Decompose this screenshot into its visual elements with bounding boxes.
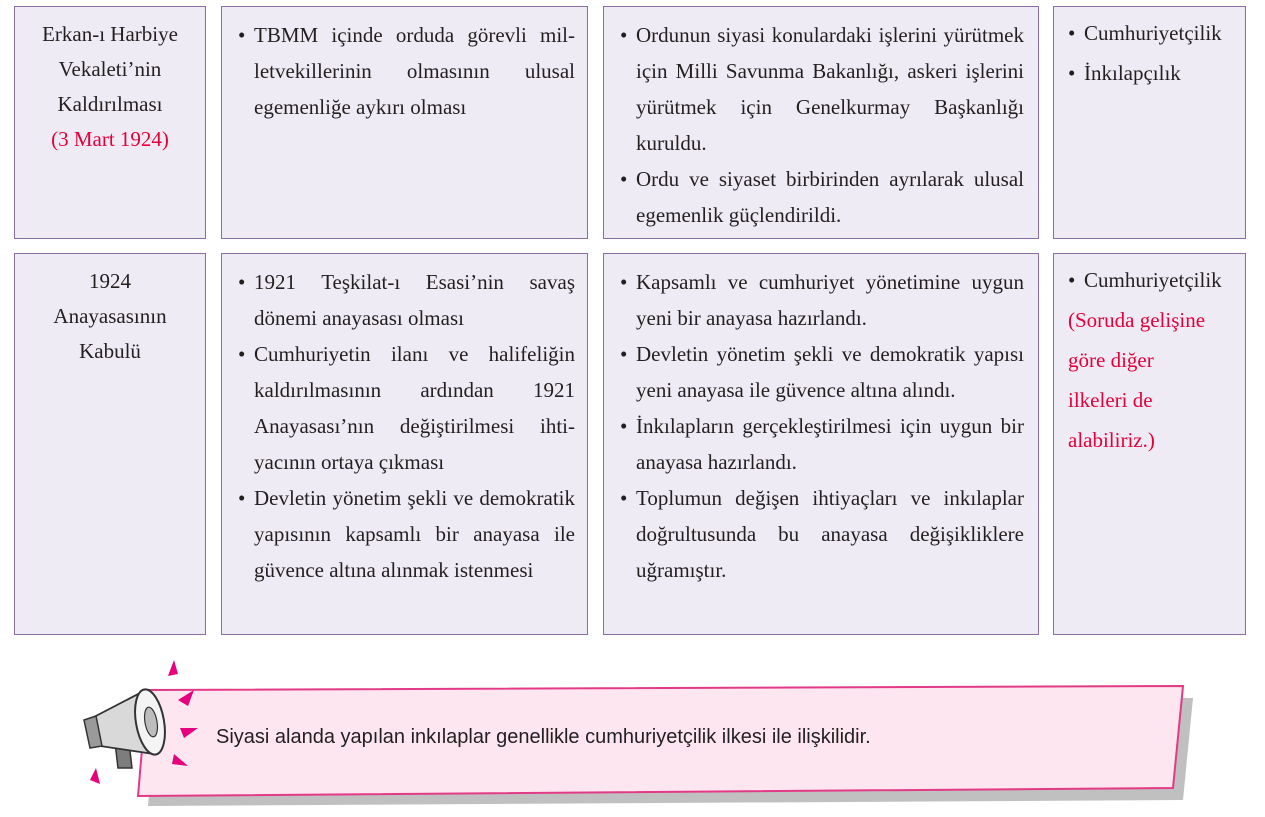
list-item: • Devletin yönetim şekli ve demokratik yapısının kapsamlı bir anayasa ile güvence altına alınmak istenmesi [238, 480, 575, 588]
event-date: (3 Mart 1924) [51, 127, 169, 151]
list-item: • Ordunun siyasi konulardaki işlerini yürütmek için Milli Savunma Bakanlığı, askeri işlerini yürütmek için Genelkurmay Başkanlığı kuruldu. [620, 17, 1024, 161]
list-item: • Cumhuriyetçilik [1068, 13, 1241, 53]
event-title-line: Erkan-ı Harbiye [42, 22, 178, 46]
principles-list [1068, 260, 1241, 300]
reasons-cell-row1 [221, 6, 588, 239]
principle-note-line: (Soruda gelişine [1068, 308, 1206, 332]
megaphone-icon [70, 650, 210, 790]
results-cell-row2 [603, 253, 1039, 635]
reasons-cell-row2 [221, 253, 588, 635]
results-cell-row1 [603, 6, 1039, 239]
list-item: • Ordu ve siyaset birbirinden ayrılarak ulusal egemenlik güçlendirildi. [620, 161, 1024, 233]
note-text: Siyasi alanda yapılan inkılaplar genellikle cumhuriyetçilik ilkesi ile ilişkilidir. [216, 726, 871, 748]
list-item: • TBMM içinde orduda görevli milletvekillerinin olmasının ulusal egemenliğe aykırı olması [238, 17, 575, 125]
event-title-line: Anayasasının [53, 304, 167, 328]
event-cell-1924-anayasasi [14, 253, 206, 635]
event-title-line: Kaldırılması [57, 92, 163, 116]
list-item: • Devletin yönetim şekli ve demokratik yapısı yeni anayasa ile güvence altına alındı. [620, 336, 1024, 408]
list-item: • İnkılapçılık [1068, 53, 1241, 93]
principle-note-line: ilkeleri de [1068, 388, 1153, 412]
principle-note-line: alabiliriz.) [1068, 428, 1155, 452]
list-item: • 1921 Teşkilat-ı Esasi’nin savaş dönemi anayasası olması [238, 264, 575, 336]
event-cell-erkan-i-harbiye [14, 6, 206, 239]
principles-cell-row1 [1053, 6, 1246, 239]
principles-list [1068, 13, 1241, 93]
reasons-list [238, 17, 575, 125]
list-item: • Cumhuriyetin ilanı ve halifeliğin kaldırılmasının ardından 1921 Anayasası’nın değiştirilmesi ihtiyacının ortaya çıkması [238, 336, 575, 480]
principle-note [1068, 300, 1241, 460]
event-title-line: Vekaleti’nin [58, 57, 162, 81]
list-item: • Kapsamlı ve cumhuriyet yönetimine uygun yeni bir anayasa hazırlandı. [620, 264, 1024, 336]
list-item: • Toplumun değişen ihtiyaçları ve inkılaplar doğrultusunda bu anayasa değişikliklere uğramıştır. [620, 480, 1024, 588]
event-title-line: Kabulü [79, 339, 141, 363]
principles-cell-row2 [1053, 253, 1246, 635]
list-item: • İnkılapların gerçekleştirilmesi için uygun bir anayasa hazırlandı. [620, 408, 1024, 480]
list-item: • Cumhuriyetçilik [1068, 260, 1241, 300]
event-title-line: 1924 [89, 269, 131, 293]
results-list [620, 264, 1024, 588]
reasons-list [238, 264, 575, 588]
results-list [620, 17, 1024, 233]
principle-note-line: göre diğer [1068, 348, 1154, 372]
